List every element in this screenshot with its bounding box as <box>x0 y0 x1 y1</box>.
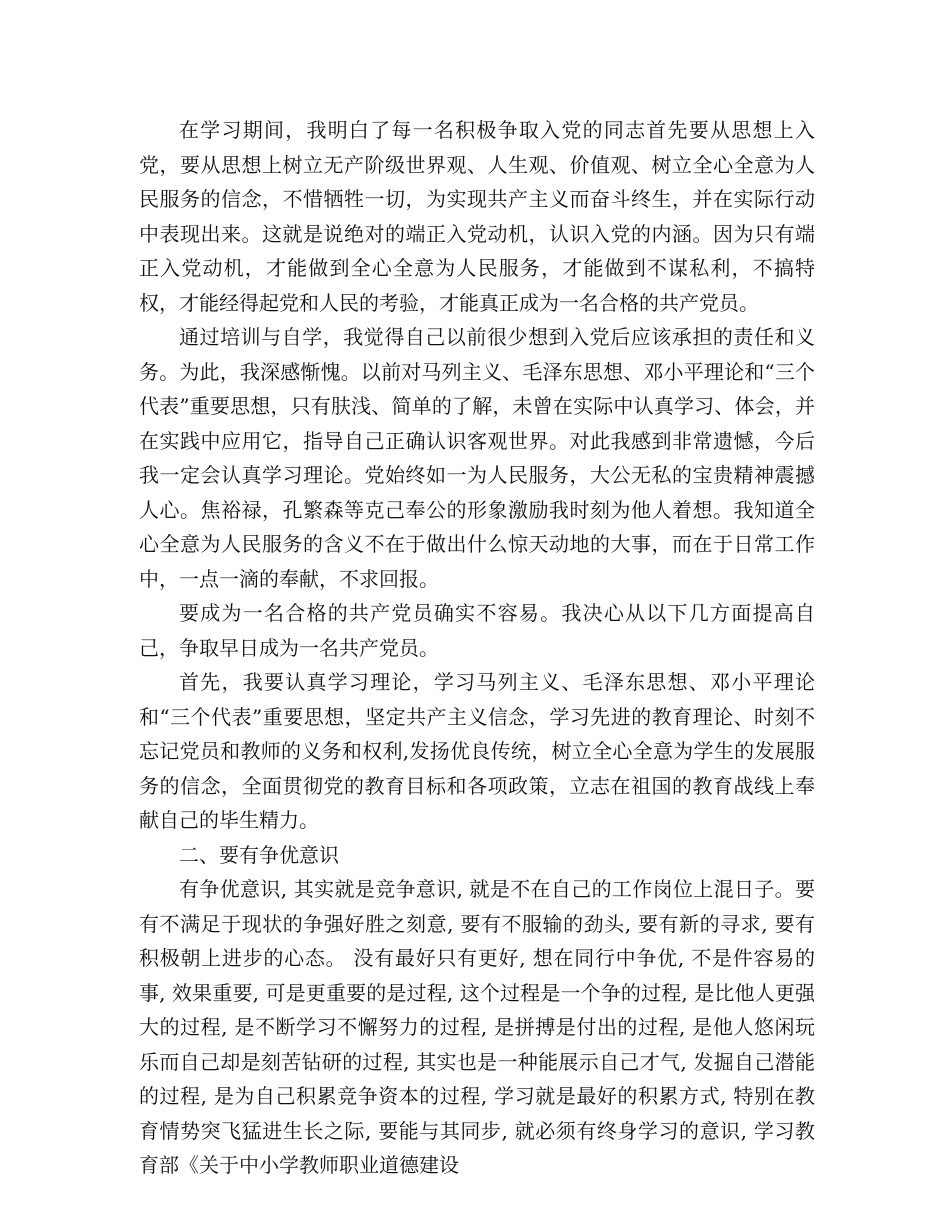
paragraph-resolution: 要成为一名合格的共产党员确实不容易。我决心从以下几方面提高自己，争取早日成为一名共产党员。 <box>139 601 815 660</box>
section-heading-competition: 二、要有争优意识 <box>179 842 339 867</box>
paragraph-study-theory: 首先，我要认真学习理论，学习马列主义、毛泽东思想、邓小平理论和“三个代表”重要思想，坚定共产主义信念，学习先进的教育理论、时刻不忘记党员和教师的义务和权利,发扬优良传统，树立全心全意为学生的发展服务的信念，全面贯彻党的教育目标和各项政策，立志在祖国的教育战线上奉献自己的毕生精力。 <box>139 670 815 832</box>
paragraph-training-reflection: 通过培训与自学，我觉得自己以前很少想到入党后应该承担的责任和义务。为此，我深感惭愧。以前对马列主义、毛泽东思想、邓小平理论和“三个代表”重要思想，只有肤浅、简单的了解，未曾在实际中认真学习、体会，并在实践中应用它，指导自己正确认识客观世界。对此我感到非常遗憾，今后我一定会认真学习理论。党始终如一为人民服务，大公无私的宝贵精神震撼人心。焦裕禄，孔繁森等克己奉公的形象激励我时刻为他人着想。我知道全心全意为人民服务的含义不在于做出什么惊天动地的大事，而在于日常工作中，一点一滴的奉献，不求回报。 <box>139 325 815 591</box>
paragraph-party-motivation: 在学习期间，我明白了每一名积极争取入党的同志首先要从思想上入党，要从思想上树立无产阶级世界观、人生观、价值观、树立全心全意为人民服务的信念，不惜牺牲一切，为实现共产主义而奋斗终生，并在实际行动中表现出来。这就是说绝对的端正入党动机，认识入党的内涵。因为只有端正入党动机，才能做到全心全意为人民服务，才能做到不谋私利，不搞特权，才能经得起党和人民的考验，才能真正成为一名合格的共产党员。 <box>139 118 815 315</box>
document-body <box>139 113 815 1183</box>
paragraph-competition-awareness: 有争优意识, 其实就是竞争意识, 就是不在自己的工作岗位上混日子。要有不满足于现状的争强好胜之刻意, 要有不服输的劲头, 要有新的寻求, 要有积极朝上进步的心态。 没有最好只有更好, 想在同行中争优, 不是件容易的事, 效果重要, 可是更重要的是过程, 这个过程是一个争的过程, 是比他人更强大的过程, 是不断学习不懈努力的过程, 是拼搏是付出的过程, 是他人悠闲玩乐而自己却是刻苦钻研的过程, 其实也是一种能展示自己才气, 发掘自己潜能的过程, 是为自己积累竞争资本的过程, 学习就是最好的积累方式, 特别在教育情势突飞猛进生长之际, 要能与其同步, 就必须有终身学习的意识, 学习教育部《关于中小学教师职业道德建设 <box>139 877 815 1177</box>
